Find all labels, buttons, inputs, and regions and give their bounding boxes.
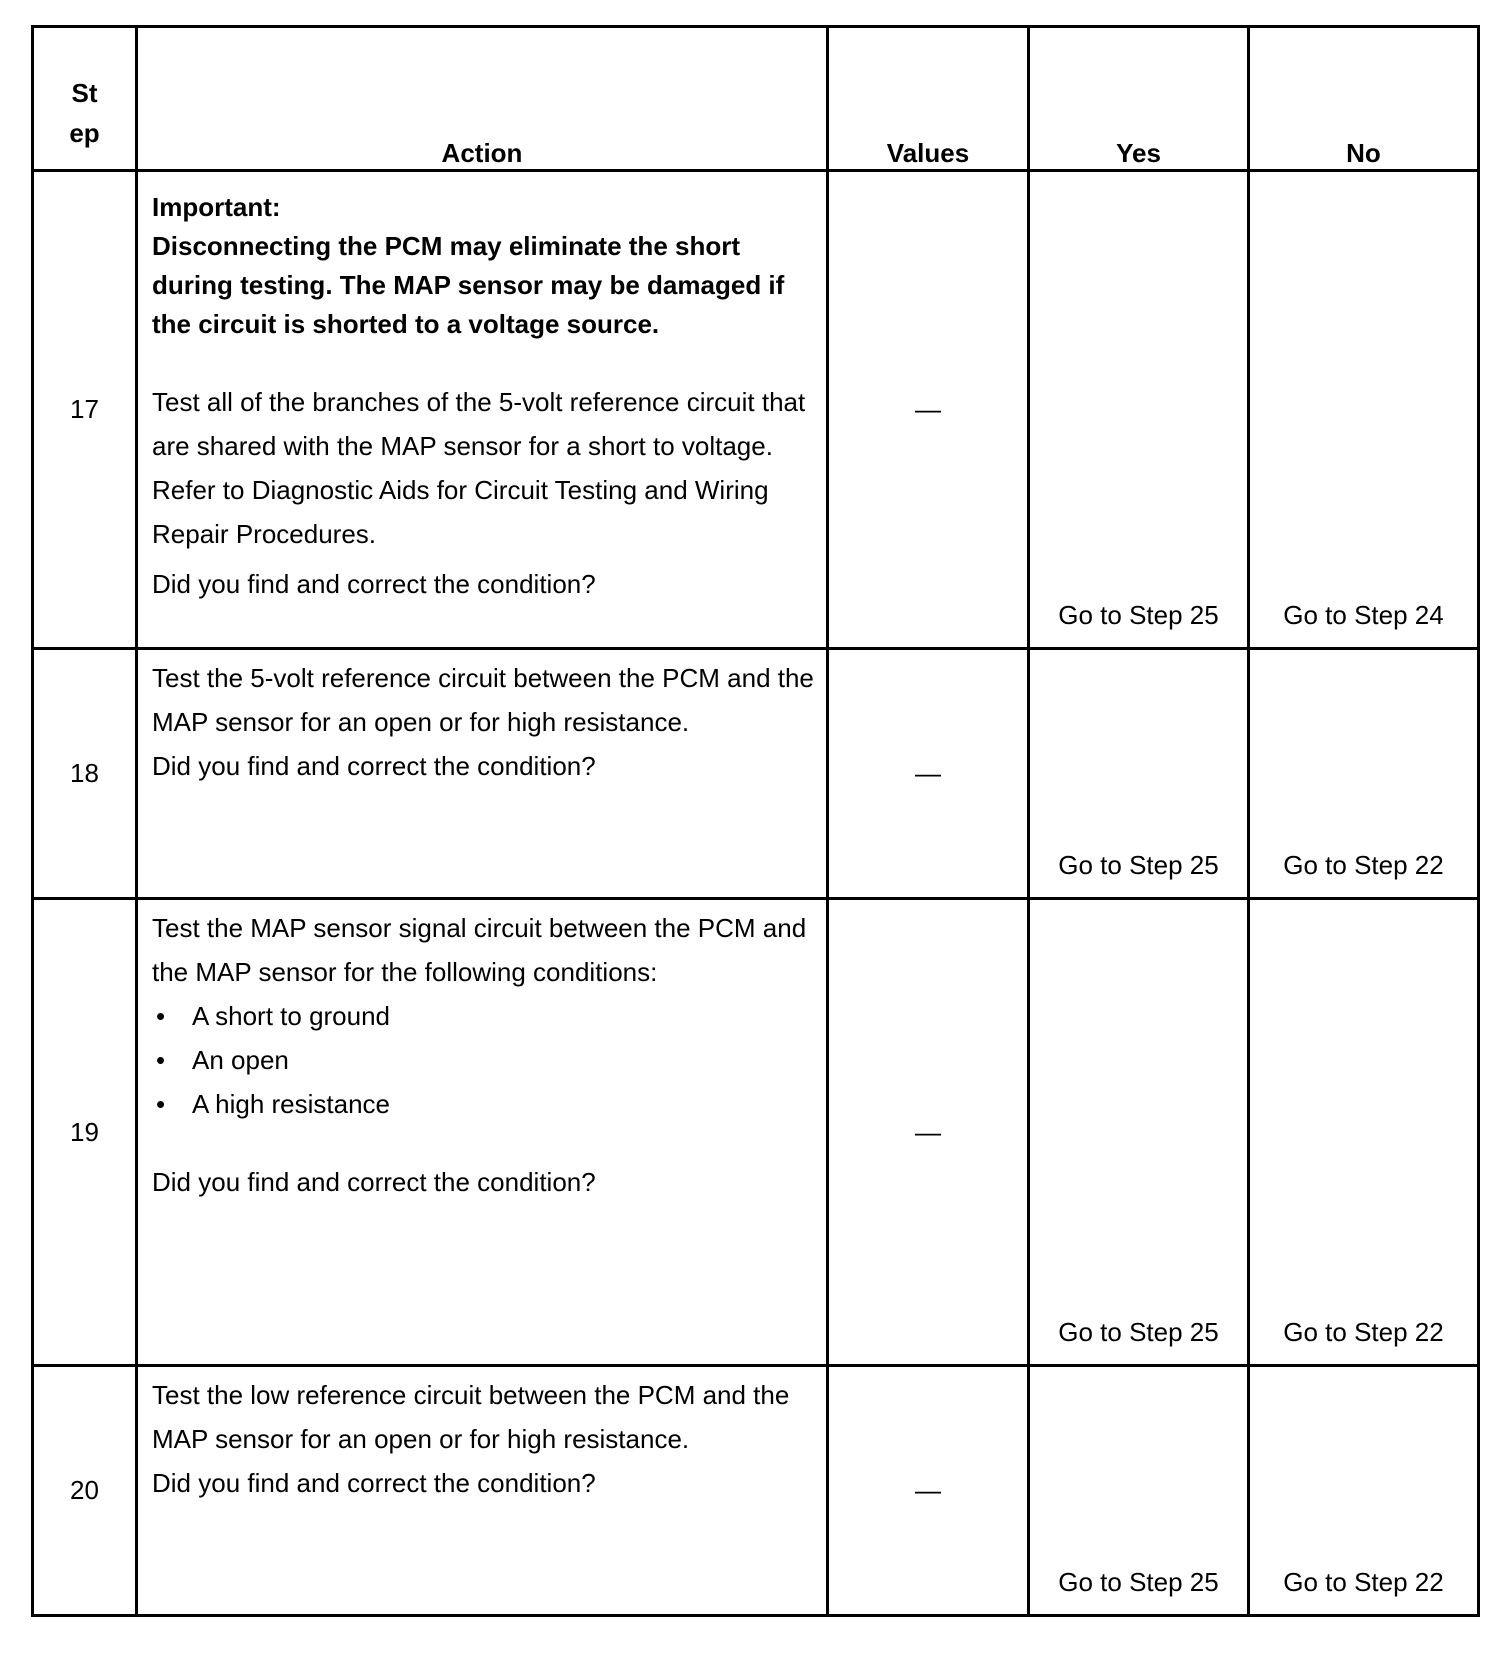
important-note bbox=[152, 188, 816, 344]
values-cell: — bbox=[828, 171, 1029, 649]
no-cell bbox=[1249, 899, 1479, 1366]
action-cell bbox=[137, 649, 828, 899]
header-values: Values bbox=[828, 27, 1029, 171]
action-question: Did you find and correct the condition? bbox=[152, 1167, 596, 1197]
action-instruction: Test the low reference circuit between the PCM and the MAP sensor for an open or for high resistance. bbox=[152, 1380, 790, 1454]
condition-list bbox=[152, 994, 816, 1126]
step-number: 19 bbox=[33, 899, 137, 1366]
header-step-line2: ep bbox=[69, 118, 100, 148]
yes-cell bbox=[1029, 1366, 1249, 1616]
list-item: • An open bbox=[152, 1038, 816, 1082]
table-row bbox=[33, 1366, 1479, 1616]
action-cell bbox=[137, 1366, 828, 1616]
important-label: Important: bbox=[152, 192, 281, 222]
header-step-line1: St bbox=[71, 78, 98, 108]
step-number: 18 bbox=[33, 649, 137, 899]
no-goto-link[interactable]: Go to Step 24 bbox=[1283, 600, 1444, 630]
yes-goto-link[interactable]: Go to Step 25 bbox=[1058, 1317, 1219, 1347]
header-row bbox=[33, 27, 1479, 171]
list-item: • A short to ground bbox=[152, 994, 816, 1038]
action-instruction: Test the MAP sensor signal circuit between the PCM and the MAP sensor for the following conditions: bbox=[152, 913, 807, 987]
yes-cell bbox=[1029, 649, 1249, 899]
list-item: • A high resistance bbox=[152, 1082, 816, 1126]
header-no: No bbox=[1249, 27, 1479, 171]
action-cell bbox=[137, 899, 828, 1366]
no-cell bbox=[1249, 171, 1479, 649]
action-question: Did you find and correct the condition? bbox=[152, 569, 596, 599]
diagnostic-table bbox=[31, 25, 1480, 1617]
no-goto-link[interactable]: Go to Step 22 bbox=[1283, 1317, 1444, 1347]
header-yes: Yes bbox=[1029, 27, 1249, 171]
values-cell: — bbox=[828, 899, 1029, 1366]
action-instruction: Test the 5-volt reference circuit between the PCM and the MAP sensor for an open or for high resistance. bbox=[152, 663, 814, 737]
important-text: Disconnecting the PCM may eliminate the short during testing. The MAP sensor may be damaged if the circuit is shorted to a voltage source. bbox=[152, 231, 785, 339]
table-row bbox=[33, 171, 1479, 649]
step-number: 17 bbox=[33, 171, 137, 649]
header-action: Action bbox=[137, 27, 828, 171]
yes-goto-link[interactable]: Go to Step 25 bbox=[1058, 600, 1219, 630]
yes-cell bbox=[1029, 171, 1249, 649]
action-question: Did you find and correct the condition? bbox=[152, 1468, 596, 1498]
no-goto-link[interactable]: Go to Step 22 bbox=[1283, 850, 1444, 880]
table-row bbox=[33, 899, 1479, 1366]
action-instruction: Test all of the branches of the 5-volt reference circuit that are shared with the MAP sensor for a short to voltage. Refer to Diagnostic Aids for Circuit Testing and Wiring Repair Procedures. bbox=[152, 387, 806, 549]
values-cell: — bbox=[828, 1366, 1029, 1616]
no-goto-link[interactable]: Go to Step 22 bbox=[1283, 1567, 1444, 1597]
values-cell: — bbox=[828, 649, 1029, 899]
action-cell bbox=[137, 171, 828, 649]
step-number: 20 bbox=[33, 1366, 137, 1616]
yes-cell bbox=[1029, 899, 1249, 1366]
no-cell bbox=[1249, 649, 1479, 899]
no-cell bbox=[1249, 1366, 1479, 1616]
yes-goto-link[interactable]: Go to Step 25 bbox=[1058, 850, 1219, 880]
yes-goto-link[interactable]: Go to Step 25 bbox=[1058, 1567, 1219, 1597]
table-row bbox=[33, 649, 1479, 899]
action-question: Did you find and correct the condition? bbox=[152, 751, 596, 781]
header-step bbox=[33, 27, 137, 171]
